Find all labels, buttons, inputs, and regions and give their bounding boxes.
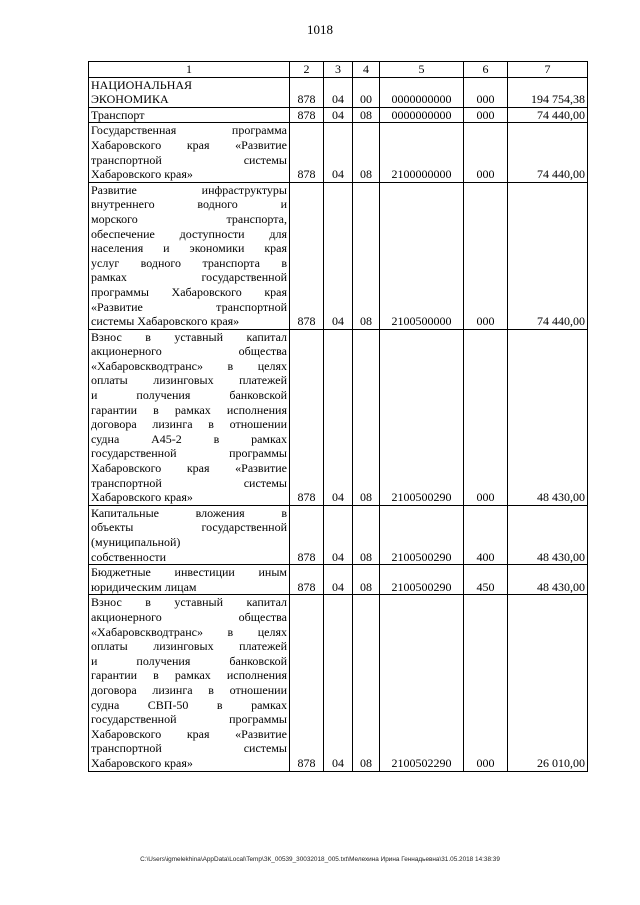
row-name-line: акционерного общества (91, 344, 287, 359)
table-body (89, 77, 588, 771)
row-name-line: системы Хабаровского края» (91, 314, 240, 329)
expense-type-cell: 000 (464, 123, 508, 182)
row-name-line: «Развитие транспортной (91, 299, 287, 314)
ministry-code-cell: 878 (290, 565, 324, 595)
section-code-cell: 04 (324, 77, 353, 107)
row-name-line: морского транспорта, (91, 211, 287, 226)
row-name-cell (89, 505, 290, 564)
subsection-code-cell: 08 (353, 107, 380, 123)
target-item-cell: 2100000000 (380, 123, 464, 182)
target-item-cell: 0000000000 (380, 77, 464, 107)
ministry-code-cell: 878 (290, 182, 324, 329)
ministry-code-cell: 878 (290, 77, 324, 107)
section-code-cell: 04 (324, 123, 353, 182)
row-name-line: «Хабаровскводтранс» в целях (91, 624, 287, 639)
expense-type-cell: 000 (464, 182, 508, 329)
amount-cell: 74 440,00 (508, 107, 588, 123)
target-item-cell: 2100500000 (380, 182, 464, 329)
row-name-line: Взнос в уставный капитал (91, 595, 287, 610)
row-name-line: населения и экономики края (91, 241, 287, 256)
file-path-footer: C:\Users\igmelekhina\AppData\Local\Temp\ЗК_00539_30032018_005.txt\Мелехина Ирина Геннадьевна\31.05.2018 14:38:39 (140, 856, 500, 863)
row-name-cell (89, 565, 290, 595)
row-name-line: оплаты лизинговых платежей (91, 373, 287, 388)
row-name-line: Хабаровского края» (91, 490, 193, 505)
row-name-line: собственности (91, 549, 167, 564)
table-row (89, 123, 588, 182)
row-name-line: объекты государственной (91, 520, 287, 535)
row-name-line: (муниципальной) (91, 535, 181, 549)
row-name-cell (89, 329, 290, 505)
column-header: 7 (508, 62, 588, 78)
amount-cell: 48 430,00 (508, 329, 588, 505)
ministry-code-cell: 878 (290, 107, 324, 123)
table-row (89, 595, 588, 771)
row-name-line: судна СВП-50 в рамках (91, 697, 287, 712)
ministry-code-cell: 878 (290, 505, 324, 564)
row-name-line: ЭКОНОМИКА (91, 92, 169, 107)
amount-cell: 74 440,00 (508, 123, 588, 182)
row-name-line: Хабаровского края «Развитие (91, 461, 287, 476)
row-name-line: услуг водного транспорта в (91, 255, 287, 270)
row-name-line: государственной программы (91, 712, 287, 727)
row-name-line: оплаты лизинговых платежей (91, 639, 287, 654)
row-name-line: обеспечение доступности для (91, 226, 287, 241)
column-header: 2 (290, 62, 324, 78)
row-name-cell (89, 182, 290, 329)
target-item-cell: 2100500290 (380, 329, 464, 505)
column-header: 1 (89, 62, 290, 78)
row-name-line: Развитие инфраструктуры (91, 182, 287, 197)
table-header-row (89, 62, 588, 78)
section-code-cell: 04 (324, 595, 353, 771)
row-name-line: государственной программы (91, 446, 287, 461)
column-header: 6 (464, 62, 508, 78)
table-row (89, 107, 588, 123)
budget-table (88, 61, 588, 772)
row-name-line: гарантии в рамках исполнения (91, 402, 287, 417)
table-row (89, 77, 588, 107)
expense-type-cell: 000 (464, 329, 508, 505)
row-name-line: договора лизинга в отношении (91, 682, 287, 697)
row-name-line: и получения банковской (91, 653, 287, 668)
page-number: 1018 (307, 22, 333, 37)
amount-cell: 48 430,00 (508, 565, 588, 595)
row-name-line: Бюджетные инвестиции иным (91, 565, 287, 580)
subsection-code-cell: 08 (353, 329, 380, 505)
amount-cell: 26 010,00 (508, 595, 588, 771)
column-header: 4 (353, 62, 380, 78)
table-row (89, 182, 588, 329)
ministry-code-cell: 878 (290, 123, 324, 182)
row-name-line: Хабаровского края» (91, 167, 193, 182)
row-name-line: транспортной системы (91, 152, 287, 167)
row-name-line: Капитальные вложения в (91, 505, 287, 520)
row-name-line: Хабаровского края «Развитие (91, 726, 287, 741)
target-item-cell: 2100502290 (380, 595, 464, 771)
subsection-code-cell: 08 (353, 505, 380, 564)
table-row (89, 565, 588, 595)
ministry-code-cell: 878 (290, 329, 324, 505)
row-name-line: и получения банковской (91, 388, 287, 403)
row-name-line: Хабаровского края «Развитие (91, 137, 287, 152)
target-item-cell: 2100500290 (380, 565, 464, 595)
amount-cell: 48 430,00 (508, 505, 588, 564)
row-name-line: гарантии в рамках исполнения (91, 668, 287, 683)
subsection-code-cell: 08 (353, 123, 380, 182)
row-name-cell (89, 107, 290, 123)
amount-cell: 194 754,38 (508, 77, 588, 107)
subsection-code-cell: 08 (353, 595, 380, 771)
table-row (89, 505, 588, 564)
row-name-line: внутреннего водного и (91, 197, 287, 212)
row-name-line: Государственная программа (91, 123, 287, 138)
table-row (89, 329, 588, 505)
expense-type-cell: 400 (464, 505, 508, 564)
column-header: 3 (324, 62, 353, 78)
section-code-cell: 04 (324, 505, 353, 564)
expense-type-cell: 000 (464, 77, 508, 107)
section-code-cell: 04 (324, 182, 353, 329)
row-name-line: рамках государственной (91, 270, 287, 285)
row-name-line: судна А45-2 в рамках (91, 431, 287, 446)
section-code-cell: 04 (324, 329, 353, 505)
section-code-cell: 04 (324, 565, 353, 595)
ministry-code-cell: 878 (290, 595, 324, 771)
target-item-cell: 0000000000 (380, 107, 464, 123)
column-header: 5 (380, 62, 464, 78)
row-name-line: Взнос в уставный капитал (91, 329, 287, 344)
row-name-line: транспортной системы (91, 475, 287, 490)
row-name-line: НАЦИОНАЛЬНАЯ (91, 77, 193, 92)
subsection-code-cell: 08 (353, 182, 380, 329)
section-code-cell: 04 (324, 107, 353, 123)
row-name-line: акционерного общества (91, 609, 287, 624)
subsection-code-cell: 08 (353, 565, 380, 595)
row-name-cell (89, 595, 290, 771)
row-name-line: «Хабаровскводтранс» в целях (91, 358, 287, 373)
row-name-line: транспортной системы (91, 741, 287, 756)
row-name-cell (89, 77, 290, 107)
expense-type-cell: 450 (464, 565, 508, 595)
target-item-cell: 2100500290 (380, 505, 464, 564)
row-name-line: программы Хабаровского края (91, 284, 287, 299)
expense-type-cell: 000 (464, 107, 508, 123)
row-name-cell (89, 123, 290, 182)
row-name-line: Транспорт (91, 107, 145, 122)
expense-type-cell: 000 (464, 595, 508, 771)
row-name-line: юридическим лицам (91, 579, 197, 594)
row-name-line: договора лизинга в отношении (91, 417, 287, 432)
amount-cell: 74 440,00 (508, 182, 588, 329)
subsection-code-cell: 00 (353, 77, 380, 107)
row-name-line: Хабаровского края» (91, 755, 193, 770)
